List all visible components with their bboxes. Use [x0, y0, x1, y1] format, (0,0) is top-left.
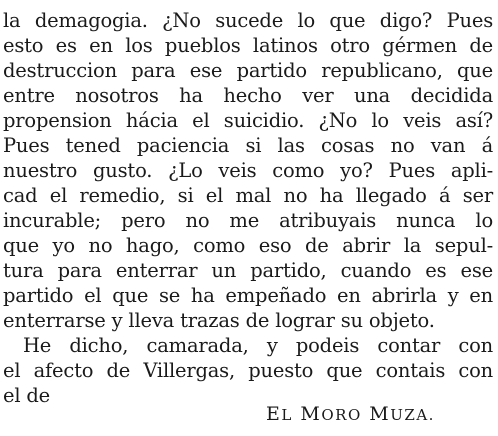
text-line: la demagogia. ¿No sucede lo que digo? Pues	[3, 9, 493, 32]
text-line: tura para enterrar un partido, cuando es ese	[3, 259, 493, 282]
text-line: enterrarse y lleva trazas de lograr su objeto.	[3, 309, 435, 332]
signature-smallcaps: ORO	[321, 406, 362, 424]
text-line: el de	[3, 384, 50, 407]
text-line: Pues tened paciencia si las cosas no van á	[3, 134, 493, 157]
signature-initial: M	[369, 403, 391, 425]
signature-initial: M	[300, 403, 322, 425]
text-line: incurable; pero no me atribuyais nunca lo	[3, 209, 493, 232]
text-line: nuestro gusto. ¿Lo veis como yo? Pues apli-	[3, 159, 493, 182]
signature-smallcaps: L	[281, 406, 293, 424]
text-line: destruccion para ese partido republicano, que	[3, 59, 493, 82]
signature-initial: E	[266, 403, 282, 425]
text-line: He dicho, camarada, y podeis contar con	[23, 334, 493, 357]
signature	[266, 402, 435, 428]
text-line: propension hácia el suicidio. ¿No lo veis así?	[3, 109, 493, 132]
text-line: esto es en los pueblos latinos otro gérmen de	[3, 34, 493, 57]
text-line: cad el remedio, si el mal no ha llegado á ser	[3, 184, 493, 207]
text-line: partido el que se ha empeñado en abrirla y en	[3, 284, 493, 307]
signature-smallcaps: UZA.	[390, 406, 435, 424]
text-line: el afecto de Villergas, puesto que contais con	[3, 359, 493, 382]
text-line: que yo no hago, como eso de abrir la sepul-	[3, 234, 493, 257]
text-line: entre nosotros ha hecho ver una decidida	[3, 84, 493, 107]
